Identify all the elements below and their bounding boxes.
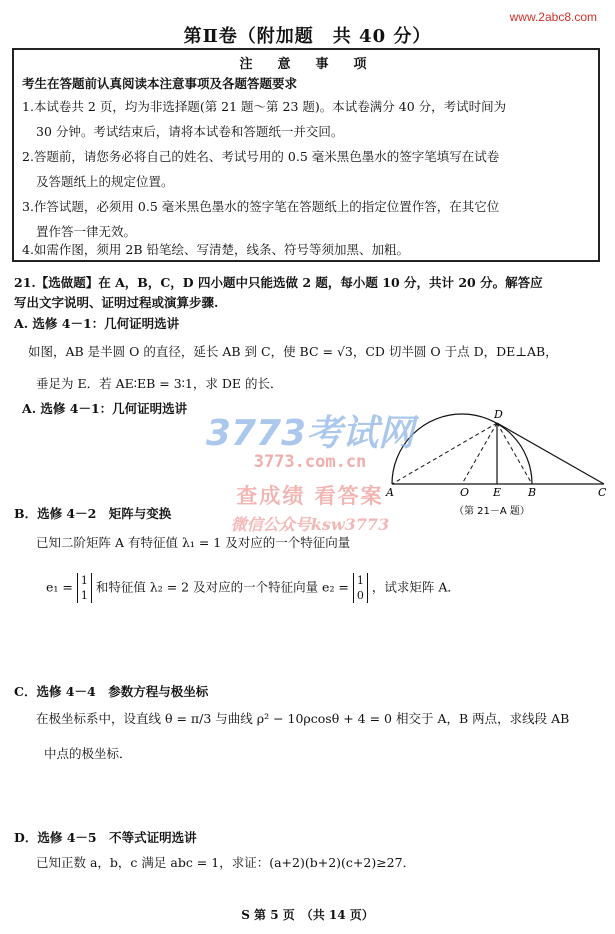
section-b-vectors: [46, 573, 460, 603]
question-21-head-cont: 写出文字说明、证明过程或演算步骤.: [14, 295, 219, 310]
notice-title: 注 意 事 项: [239, 57, 373, 72]
label-e: E: [493, 486, 502, 499]
notice-item: 2.答题前，请您务必将自己的姓名、考试号用的 0.5 毫米黑色墨水的签字笔填写在试卷: [22, 149, 500, 164]
section-a-title: A. 选修 4－1：几何证明选讲: [14, 316, 180, 331]
source-url: www.2abc8.com: [509, 10, 597, 24]
section-a-text: 如图，AB 是半圆 O 的直径，延长 AB 到 C，使 BC = √3，CD 切半圆 O 于点 D，DE⊥AB，: [28, 344, 558, 359]
vector-e1-label: e₁ =: [46, 579, 73, 595]
vector-e1: 1 1: [77, 573, 92, 603]
notice-item: 4.如需作图，须用 2B 铅笔绘、写清楚，线条、符号等须加黑、加粗。: [22, 242, 410, 257]
section-b-mid: 和特征值 λ₂ = 2 及对应的一个特征向量 e₂ =: [95, 579, 349, 595]
section-b-end: ，试求矩阵 A．: [371, 579, 460, 595]
watermark-domain: 3773.com.cn: [253, 452, 367, 472]
vector-e2: 1 0: [353, 573, 368, 603]
section-c-title: C．选修 4－4 参数方程与极坐标: [14, 684, 209, 699]
section-c-text-cont: 中点的极坐标．: [44, 746, 132, 761]
section-c-text: 在极坐标系中，设直线 θ = π/3 与曲线 ρ² − 10ρcosθ + 4 = 0 相交于 A，B 两点，求线段 AB: [36, 711, 570, 726]
figure-caption: （第 21－A 题）: [454, 506, 530, 517]
notice-item: 及答题纸上的规定位置。: [36, 174, 174, 189]
notice-subtitle: 考生在答题前认真阅读本注意事项及各题答题要求: [22, 76, 298, 91]
label-d: D: [494, 408, 503, 421]
notice-item: 3.作答试题，必须用 0.5 毫米黑色墨水的签字笔在答题纸上的指定位置作答，在其它位: [22, 199, 500, 214]
page-title: 第Ⅱ卷（附加题 共 40 分）: [183, 26, 432, 47]
label-b: B: [528, 486, 537, 499]
notice-item: 30 分钟。考试结束后，请将本试卷和答题纸一并交回。: [36, 124, 344, 139]
page-footer: S 第 5 页 （共 14 页）: [241, 908, 374, 922]
label-o: O: [460, 486, 470, 499]
section-b-text: 已知二阶矩阵 A 有特征值 λ₁ = 1 及对应的一个特征向量: [36, 535, 351, 550]
section-b-title: B．选修 4－2 矩阵与变换: [14, 506, 172, 521]
question-21-head: 21.【选做题】在 A，B，C，D 四小题中只能选做 2 题，每小题 10 分，共计 20 分。解答应: [14, 275, 543, 290]
section-d-text: 已知正数 a，b，c 满足 abc = 1，求证：(a+2)(b+2)(c+2)≥27．: [36, 855, 416, 870]
section-a-title-repeat: A. 选修 4－1：几何证明选讲: [22, 401, 188, 416]
watermark-logo: 3773考试网: [205, 413, 415, 454]
label-a: A: [386, 486, 394, 499]
section-a-text-cont: 垂足为 E．若 AE∶EB = 3∶1，求 DE 的长．: [36, 376, 283, 391]
notice-item: 1.本试卷共 2 页，均为非选择题(第 21 题～第 23 题)。本试卷满分 40 分，考试时间为: [22, 99, 507, 114]
label-c: C: [598, 486, 607, 499]
section-d-title: D．选修 4－5 不等式证明选讲: [14, 830, 197, 845]
notice-item: 置作答一律无效。: [36, 224, 137, 239]
watermark-wechat: 微信公众号ksw3773: [230, 515, 390, 534]
watermark-slogan: 查成绩 看答案: [236, 483, 384, 508]
